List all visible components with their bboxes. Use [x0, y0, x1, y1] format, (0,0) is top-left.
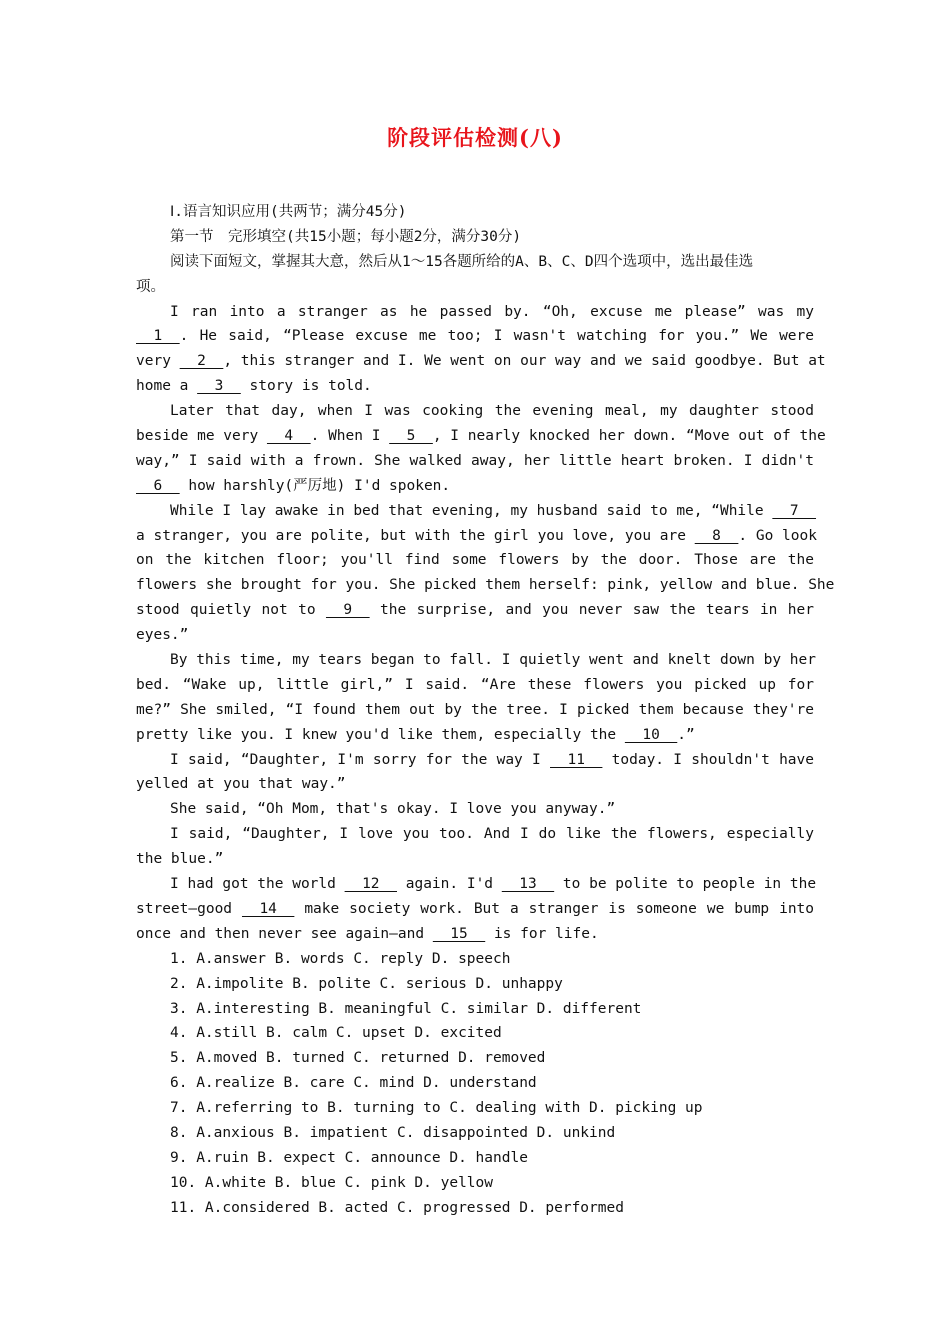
passage-line: home a 3 story is told.: [136, 374, 814, 399]
passage-line: 6 how harshly(严厉地) I'd spoken.: [136, 474, 814, 499]
passage-line: yelled at you that way.”: [136, 776, 346, 793]
passage-line: once and then never see again—and 15 is for life.: [136, 922, 814, 947]
passage-line: on the kitchen floor; you'll find some flowers by the door. Those are the: [136, 552, 814, 569]
blank-1: 1: [136, 328, 180, 345]
page-title: 阶段评估检测(八): [387, 125, 563, 150]
option-line: 7. A.referring to B. turning to C. dealing with D. picking up: [170, 1100, 703, 1117]
option-line: 10. A.white B. blue C. pink D. yellow: [170, 1174, 494, 1191]
passage-line: me?” She smiled, “I found them out by the tree. I picked them because they're: [136, 701, 814, 718]
passage-line: 1 . He said, “Please excuse me too; I wasn't watching for you.” We were: [136, 324, 814, 349]
blank-14: 14: [241, 900, 295, 917]
document-body: [136, 200, 835, 1221]
option-line: 5. A.moved B. turned C. returned D. removed: [170, 1050, 546, 1067]
passage-line: By this time, my tears began to fall. I quietly went and knelt down by her: [170, 652, 817, 669]
passage-line: She said, “Oh Mom, that's okay. I love you anyway.”: [170, 801, 616, 818]
passage-line: bed. “Wake up, little girl,” I said. “Are these flowers you picked up for: [136, 676, 814, 693]
blank-8: 8: [694, 527, 739, 544]
blank-11: 11: [550, 751, 603, 768]
section-heading: Ⅰ.语言知识应用(共两节；满分45分): [170, 204, 407, 220]
blank-15: 15: [432, 925, 486, 942]
option-line: 11. A.considered B. acted C. progressed D. performed: [170, 1199, 624, 1216]
instruction-line: 项。: [136, 278, 165, 295]
option-line: 9. A.ruin B. expect C. announce D. handle: [170, 1149, 528, 1166]
passage-line: I ran into a stranger as he passed by. “Oh, excuse me please” was my: [170, 303, 814, 320]
option-line: 3. A.interesting B. meaningful C. similar D. different: [170, 1000, 642, 1017]
passage-line: Later that day, when I was cooking the evening meal, my daughter stood: [170, 403, 814, 420]
blank-10: 10: [624, 726, 678, 743]
instruction-line: 阅读下面短文，掌握其大意，然后从1～15各题所给的A、B、C、D四个选项中，选出最佳选: [170, 253, 754, 270]
passage-line: very 2 , this stranger and I. We went on our way and we said goodbye. But at: [136, 349, 814, 374]
passage-line: a stranger, you are polite, but with the girl you love, you are 8 . Go look: [136, 524, 814, 549]
option-line: 6. A.realize B. care C. mind D. understand: [170, 1075, 537, 1092]
passage-line: I said, “Daughter, I'm sorry for the way I 11 today. I shouldn't have: [136, 748, 814, 773]
blank-7: 7: [772, 502, 817, 519]
passage-line: beside me very 4 . When I 5 , I nearly knocked her down. “Move out of the: [136, 424, 814, 449]
option-line: 8. A.anxious B. impatient C. disappointed D. unkind: [170, 1124, 616, 1141]
part-heading: 第一节 完形填空(共15小题；每小题2分，满分30分): [170, 228, 522, 245]
passage-line: the blue.”: [136, 851, 224, 868]
passage-line: stood quietly not to 9 the surprise, and you never saw the tears in her: [136, 598, 814, 623]
blank-3: 3: [197, 378, 241, 395]
passage-line: While I lay awake in bed that evening, my husband said to me, “While 7: [136, 499, 814, 524]
blank-5: 5: [389, 428, 433, 445]
blank-12: 12: [344, 876, 397, 893]
passage-line: I said, “Daughter, I love you too. And I do like the flowers, especially: [170, 826, 814, 843]
options-list: [136, 947, 814, 1221]
blank-4: 4: [266, 428, 311, 445]
blank-9: 9: [325, 602, 370, 619]
passage-line: way,” I said with a frown. She walked away, her little heart broken. I didn't: [136, 452, 814, 469]
blank-2: 2: [179, 353, 224, 370]
passage-line: street—good 14 make society work. But a stranger is someone we bump into: [136, 897, 814, 922]
option-line: 1. A.answer B. words C. reply D. speech: [170, 950, 511, 967]
blank-13: 13: [501, 876, 555, 893]
option-line: 4. A.still B. calm C. upset D. excited: [170, 1025, 502, 1042]
passage-line: eyes.”: [136, 627, 189, 644]
passage-line: I had got the world 12 again. I'd 13 to be polite to people in the: [136, 872, 814, 897]
blank-6: 6: [136, 477, 180, 494]
passage-line: pretty like you. I knew you'd like them, especially the 10 .”: [136, 723, 814, 748]
passage-line: flowers she brought for you. She picked them herself: pink, yellow and blue. She: [136, 577, 835, 594]
option-line: 2. A.impolite B. polite C. serious D. unhappy: [170, 975, 563, 992]
